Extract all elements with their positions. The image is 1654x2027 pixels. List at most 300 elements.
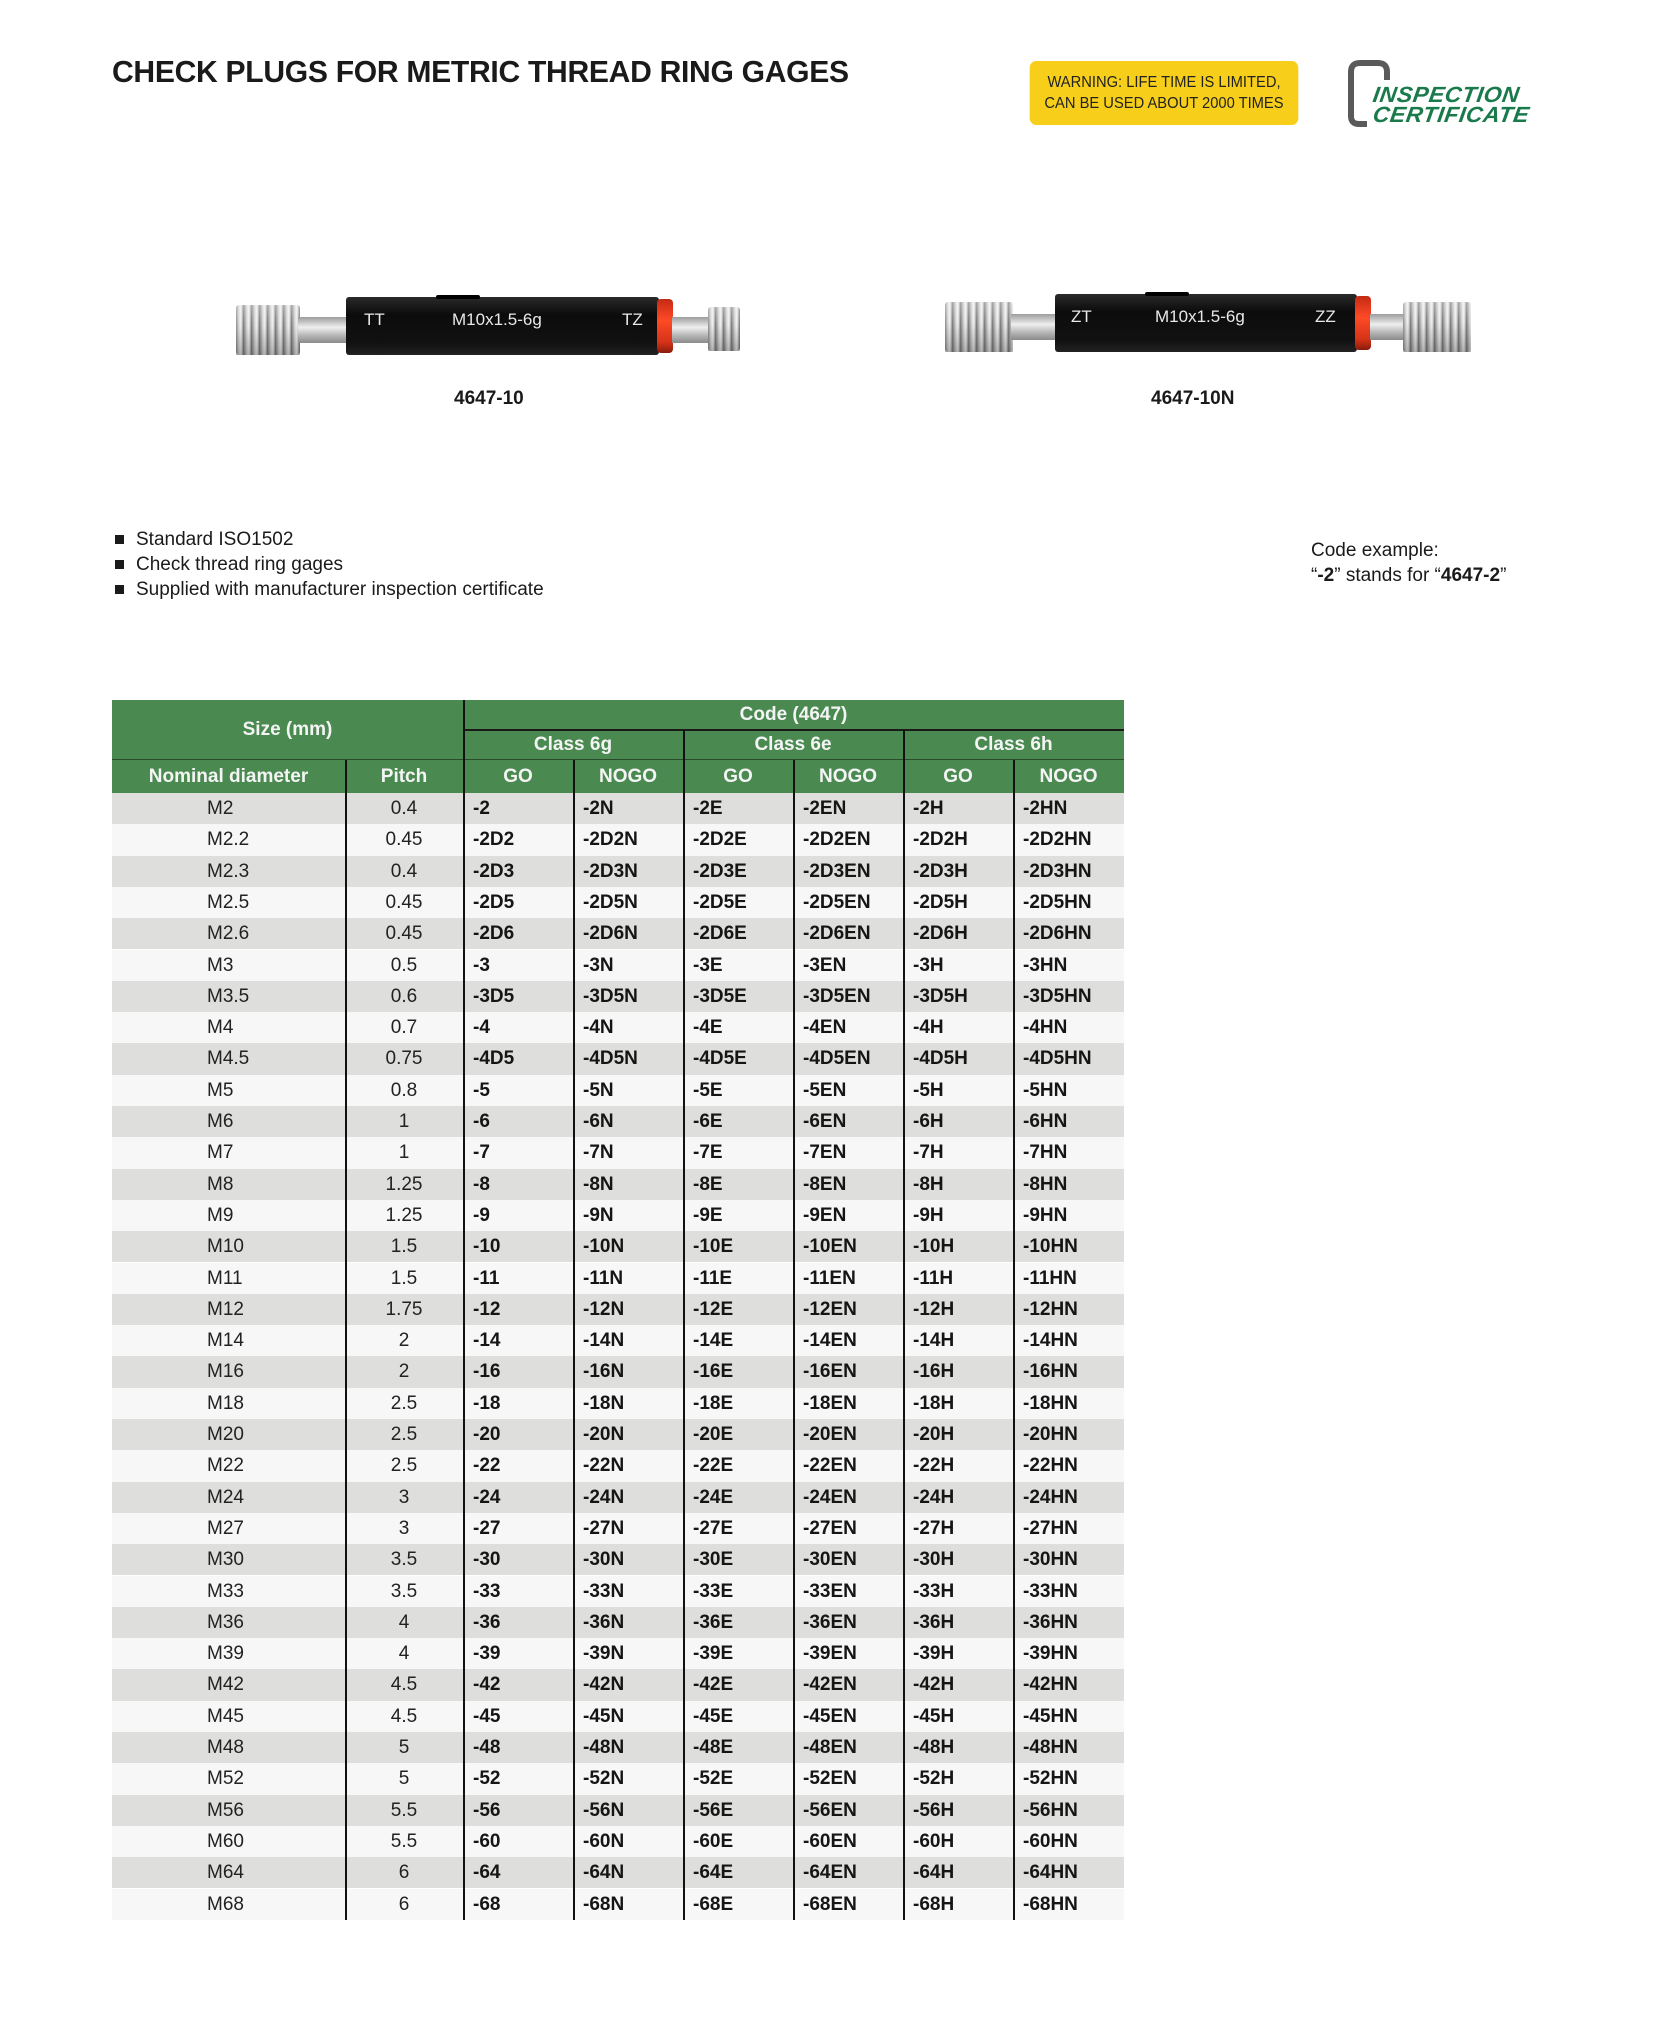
code-6h-nogo-cell: -48HN — [1023, 1737, 1078, 1758]
pitch-cell: 4.5 — [390, 1674, 418, 1696]
warning-line-2: CAN BE USED ABOUT 2000 TIMES — [1044, 95, 1284, 112]
code-6e-go-cell: -7E — [693, 1142, 723, 1164]
bullet-square-icon — [115, 560, 124, 569]
code-6e-go-cell: -2D5E — [693, 891, 747, 913]
code-6h-go-cell: -36H — [913, 1611, 955, 1633]
pitch-cell: 5.5 — [390, 1830, 418, 1852]
code-6h-go-cell: -20H — [913, 1424, 955, 1445]
code-6h-nogo-cell: -5HN — [1023, 1079, 1068, 1101]
column-divider — [345, 760, 347, 1920]
pitch-cell: 0.45 — [385, 923, 423, 945]
code-6g-nogo-cell: -14N — [583, 1330, 625, 1352]
code-6e-nogo-cell: -36EN — [803, 1611, 857, 1633]
code-6e-go-cell: -56E — [693, 1799, 734, 1821]
code-6e-go-cell: -3D5E — [693, 985, 747, 1007]
code-6h-go-cell: -42H — [913, 1674, 955, 1696]
nominal-diameter-cell: M2.3 — [207, 860, 250, 882]
table-row — [112, 1763, 1124, 1794]
page-title: CHECK PLUGS FOR METRIC THREAD RING GAGES — [112, 54, 849, 89]
code-6e-go-cell: -48E — [693, 1737, 734, 1758]
code-6e-nogo-cell: -2EN — [803, 798, 847, 819]
nominal-diameter-cell: M20 — [207, 1424, 244, 1445]
code-6h-go-cell: -68H — [913, 1893, 955, 1915]
code-6h-nogo-cell: -56HN — [1023, 1799, 1078, 1821]
nominal-diameter-cell: M7 — [207, 1142, 234, 1164]
product-code-2: 4647-10N — [1151, 388, 1235, 409]
code-6g-go-cell: -2D5 — [473, 891, 515, 913]
code-6e-go-cell: -2E — [693, 798, 723, 819]
code-6h-go-cell: -11H — [913, 1267, 954, 1289]
gauge-size-mark: M10x1.5-6g — [1155, 307, 1245, 326]
nominal-diameter-cell: M27 — [207, 1517, 244, 1539]
nominal-diameter-cell: M2.6 — [207, 923, 250, 945]
code-example-label: Code example: — [1311, 540, 1439, 561]
code-6e-nogo-cell: -27EN — [803, 1517, 857, 1539]
pitch-cell: 0.8 — [390, 1079, 418, 1101]
feature-text: Standard ISO1502 — [136, 529, 294, 550]
code-6h-nogo-cell: -4HN — [1023, 1017, 1068, 1039]
code-6g-go-cell: -14 — [473, 1330, 501, 1352]
code-6e-nogo-cell: -68EN — [803, 1893, 857, 1915]
gauge-left-mark: ZT — [1071, 307, 1092, 326]
table-row — [112, 918, 1124, 949]
code-6g-go-cell: -48 — [473, 1737, 501, 1758]
code-6g-nogo-cell: -2D6N — [583, 923, 638, 945]
code-6h-go-cell: -8H — [913, 1173, 944, 1195]
code-6g-go-cell: -12 — [473, 1298, 501, 1320]
code-6g-go-cell: -33 — [473, 1580, 501, 1602]
code-6e-nogo-cell: -14EN — [803, 1330, 857, 1352]
code-6e-nogo-cell: -45EN — [803, 1705, 857, 1727]
go-header-6g: GO — [463, 760, 573, 793]
code-6h-go-cell: -12H — [913, 1298, 955, 1320]
code-6h-nogo-cell: -52HN — [1023, 1768, 1078, 1790]
gauge-neck — [1011, 314, 1057, 340]
code-6e-nogo-cell: -2D2EN — [803, 829, 871, 851]
code-6g-nogo-cell: -2D5N — [583, 891, 638, 913]
nominal-diameter-cell: M42 — [207, 1674, 244, 1696]
code-6e-nogo-cell: -4D5EN — [803, 1048, 871, 1070]
code-6e-go-cell: -3E — [693, 954, 723, 976]
nominal-diameter-cell: M9 — [207, 1204, 234, 1226]
code-6h-go-cell: -2D3H — [913, 860, 968, 882]
pitch-cell: 0.6 — [390, 985, 418, 1007]
code-6e-go-cell: -6E — [693, 1111, 723, 1132]
nominal-diameter-cell: M56 — [207, 1799, 244, 1821]
go-thread-end — [945, 302, 1013, 352]
code-6g-nogo-cell: -2D3N — [583, 860, 638, 882]
table-row — [112, 1482, 1124, 1513]
code-6e-nogo-cell: -9EN — [803, 1204, 847, 1226]
pitch-cell: 3 — [398, 1517, 410, 1539]
code-6g-go-cell: -16 — [473, 1361, 501, 1383]
nogo-thread-end — [708, 307, 740, 351]
class-6e-header: Class 6e — [683, 730, 903, 760]
size-header: Size (mm) — [112, 700, 463, 760]
code-6h-nogo-cell: -2HN — [1023, 798, 1068, 819]
nogo-header-6e: NOGO — [793, 760, 903, 793]
code-6g-nogo-cell: -6N — [583, 1111, 614, 1132]
feature-list — [115, 527, 544, 602]
nominal-diameter-cell: M2.2 — [207, 829, 250, 851]
feature-item — [115, 552, 544, 577]
code-6e-nogo-cell: -2D5EN — [803, 891, 871, 913]
nominal-diameter-cell: M45 — [207, 1705, 244, 1727]
code-6g-go-cell: -6 — [473, 1111, 490, 1132]
code-6h-nogo-cell: -30HN — [1023, 1549, 1078, 1571]
pitch-cell: 1.5 — [390, 1236, 418, 1258]
code-6h-go-cell: -52H — [913, 1768, 955, 1790]
code-6g-go-cell: -64 — [473, 1862, 501, 1884]
pitch-cell: 5 — [398, 1768, 410, 1790]
code-6h-go-cell: -2H — [913, 798, 944, 819]
code-6g-go-cell: -42 — [473, 1674, 501, 1696]
code-6g-go-cell: -8 — [473, 1173, 490, 1195]
code-6h-nogo-cell: -6HN — [1023, 1111, 1068, 1132]
code-6h-go-cell: -60H — [913, 1830, 955, 1852]
code-6h-go-cell: -56H — [913, 1799, 955, 1821]
pitch-cell: 2 — [398, 1361, 410, 1383]
code-6h-go-cell: -39H — [913, 1643, 955, 1665]
code-6e-go-cell: -64E — [693, 1862, 734, 1884]
pitch-cell: 4.5 — [390, 1705, 418, 1727]
code-6e-nogo-cell: -52EN — [803, 1768, 857, 1790]
code-6g-nogo-cell: -56N — [583, 1799, 625, 1821]
code-6e-nogo-cell: -22EN — [803, 1455, 857, 1477]
table-row — [112, 1263, 1124, 1294]
code-6e-go-cell: -18E — [693, 1392, 734, 1414]
stands-for-text: ” stands for “ — [1334, 565, 1441, 586]
nominal-diameter-cell: M5 — [207, 1079, 234, 1101]
gauge-handle — [1055, 294, 1357, 352]
table-row — [112, 1576, 1124, 1607]
pitch-cell: 6 — [398, 1862, 410, 1884]
pitch-cell: 2.5 — [390, 1392, 418, 1414]
code-6h-nogo-cell: -3HN — [1023, 954, 1068, 976]
nominal-diameter-cell: M11 — [207, 1267, 243, 1289]
nogo-thread-end — [1403, 302, 1471, 352]
code-6g-go-cell: -24 — [473, 1486, 501, 1508]
pitch-cell: 0.75 — [385, 1048, 423, 1070]
code-6g-nogo-cell: -68N — [583, 1893, 625, 1915]
code-6h-go-cell: -4D5H — [913, 1048, 968, 1070]
code-6g-go-cell: -30 — [473, 1549, 501, 1571]
code-6h-go-cell: -2D2H — [913, 829, 968, 851]
code-6g-go-cell: -2D3 — [473, 860, 515, 882]
pitch-cell: 0.7 — [390, 1017, 418, 1039]
table-row — [112, 793, 1124, 824]
warning-line-1: WARNING: LIFE TIME IS LIMITED, — [1047, 74, 1281, 91]
code-6h-nogo-cell: -60HN — [1023, 1830, 1078, 1852]
code-6e-go-cell: -24E — [693, 1486, 734, 1508]
code-6g-go-cell: -4D5 — [473, 1048, 515, 1070]
nominal-diameter-cell: M30 — [207, 1549, 244, 1571]
code-6e-go-cell: -27E — [693, 1517, 734, 1539]
code-6e-go-cell: -68E — [693, 1893, 734, 1915]
code-6e-go-cell: -39E — [693, 1643, 734, 1665]
pitch-cell: 4 — [398, 1643, 410, 1665]
code-6g-go-cell: -56 — [473, 1799, 501, 1821]
code-6h-nogo-cell: -9HN — [1023, 1204, 1068, 1226]
code-6e-go-cell: -2D6E — [693, 923, 747, 945]
column-divider — [463, 700, 465, 1920]
code-6g-nogo-cell: -20N — [583, 1424, 625, 1445]
code-6h-go-cell: -3H — [913, 954, 944, 976]
code-6e-nogo-cell: -6EN — [803, 1111, 847, 1132]
code-6e-nogo-cell: -30EN — [803, 1549, 857, 1571]
inspection-certificate-logo — [1345, 58, 1555, 130]
table-row — [112, 1638, 1124, 1669]
code-6g-go-cell: -2D6 — [473, 923, 515, 945]
table-row — [112, 1419, 1124, 1450]
code-6g-go-cell: -10 — [473, 1236, 501, 1258]
code-6g-nogo-cell: -4N — [583, 1017, 614, 1039]
code-6g-nogo-cell: -12N — [583, 1298, 625, 1320]
pitch-cell: 2.5 — [390, 1455, 418, 1477]
code-6h-nogo-cell: -12HN — [1023, 1298, 1078, 1320]
table-row — [112, 1544, 1124, 1575]
header-divider — [112, 759, 1124, 760]
code-6g-go-cell: -45 — [473, 1705, 501, 1727]
table-row — [112, 824, 1124, 855]
code-6h-go-cell: -48H — [913, 1737, 955, 1758]
table-row — [112, 1231, 1124, 1262]
code-6e-go-cell: -10E — [693, 1236, 734, 1258]
table-row — [112, 1388, 1124, 1419]
nominal-diameter-cell: M18 — [207, 1392, 244, 1414]
table-row — [112, 1607, 1124, 1638]
code-6e-nogo-cell: -8EN — [803, 1173, 847, 1195]
code-6e-nogo-cell: -10EN — [803, 1236, 857, 1258]
bullet-square-icon — [115, 585, 124, 594]
code-6h-nogo-cell: -2D6HN — [1023, 923, 1092, 945]
code-6g-nogo-cell: -2D2N — [583, 829, 638, 851]
code-6e-go-cell: -2D2E — [693, 829, 747, 851]
gauge-handle — [346, 297, 659, 355]
code-6g-go-cell: -27 — [473, 1517, 501, 1539]
nominal-diameter-cell: M52 — [207, 1768, 244, 1790]
code-6g-go-cell: -22 — [473, 1455, 501, 1477]
nominal-diameter-cell: M12 — [207, 1298, 244, 1320]
code-6e-go-cell: -33E — [693, 1580, 734, 1602]
pitch-cell: 0.45 — [385, 829, 423, 851]
code-6h-go-cell: -30H — [913, 1549, 955, 1571]
product-image-gauge-2 — [945, 290, 1475, 360]
code-6h-go-cell: -22H — [913, 1455, 955, 1477]
code-6h-nogo-cell: -8HN — [1023, 1173, 1068, 1195]
table-row — [112, 1701, 1124, 1732]
code-6h-go-cell: -9H — [913, 1204, 944, 1226]
code-6e-go-cell: -9E — [693, 1204, 723, 1226]
code-6h-nogo-cell: -20HN — [1023, 1424, 1078, 1445]
code-6e-go-cell: -42E — [693, 1674, 734, 1696]
code-6g-go-cell: -52 — [473, 1768, 501, 1790]
code-6e-nogo-cell: -7EN — [803, 1142, 847, 1164]
nominal-diameter-cell: M3.5 — [207, 985, 250, 1007]
column-divider — [903, 730, 905, 1920]
code-6h-nogo-cell: -10HN — [1023, 1236, 1078, 1258]
table-row — [112, 887, 1124, 918]
code-6g-go-cell: -2D2 — [473, 829, 515, 851]
nogo-red-ring — [657, 299, 673, 353]
code-6g-go-cell: -60 — [473, 1830, 501, 1852]
pitch-cell: 3.5 — [390, 1580, 418, 1602]
code-6e-nogo-cell: -24EN — [803, 1486, 857, 1508]
code-6h-go-cell: -18H — [913, 1392, 955, 1414]
code-6g-go-cell: -3D5 — [473, 985, 515, 1007]
code-6e-go-cell: -22E — [693, 1455, 734, 1477]
table-row — [112, 1075, 1124, 1106]
go-header-6h: GO — [903, 760, 1013, 793]
code-6e-nogo-cell: -39EN — [803, 1643, 857, 1665]
column-divider — [793, 760, 795, 1920]
code-6g-nogo-cell: -11N — [583, 1267, 624, 1289]
code-6h-go-cell: -14H — [913, 1330, 955, 1352]
nominal-diameter-cell: M33 — [207, 1580, 244, 1602]
nominal-diameter-cell: M22 — [207, 1455, 244, 1477]
pitch-cell: 0.45 — [385, 891, 423, 913]
code-6g-nogo-cell: -48N — [583, 1737, 625, 1758]
nogo-red-ring — [1355, 296, 1371, 350]
code-6g-nogo-cell: -9N — [583, 1204, 614, 1226]
code-6g-nogo-cell: -24N — [583, 1486, 625, 1508]
nominal-diameter-cell: M3 — [207, 954, 234, 976]
feature-text: Supplied with manufacturer inspection certificate — [136, 579, 544, 600]
code-6g-nogo-cell: -64N — [583, 1862, 625, 1884]
code-6h-nogo-cell: -36HN — [1023, 1611, 1078, 1633]
code-6h-nogo-cell: -18HN — [1023, 1392, 1078, 1414]
code-6h-nogo-cell: -68HN — [1023, 1893, 1078, 1915]
code-6e-go-cell: -4E — [693, 1017, 723, 1039]
code-6g-nogo-cell: -36N — [583, 1611, 625, 1633]
feature-text: Check thread ring gages — [136, 554, 344, 575]
code-6e-go-cell: -5E — [693, 1079, 723, 1101]
code-6e-go-cell: -2D3E — [693, 860, 747, 882]
code-6h-go-cell: -5H — [913, 1079, 944, 1101]
feature-item — [115, 577, 544, 602]
gauge-neck — [672, 317, 712, 343]
pitch-cell: 1.75 — [385, 1298, 423, 1320]
pitch-cell: 3 — [398, 1486, 410, 1508]
code-6g-nogo-cell: -10N — [583, 1236, 625, 1258]
code-6h-nogo-cell: -14HN — [1023, 1330, 1078, 1352]
code-6e-go-cell: -11E — [693, 1267, 733, 1289]
code-6h-nogo-cell: -33HN — [1023, 1580, 1078, 1602]
code-header: Code (4647) — [463, 700, 1124, 730]
code-6g-nogo-cell: -5N — [583, 1079, 614, 1101]
code-6h-go-cell: -3D5H — [913, 985, 968, 1007]
code-6h-go-cell: -2D5H — [913, 891, 968, 913]
code-6g-go-cell: -7 — [473, 1142, 490, 1164]
table-row — [112, 1356, 1124, 1387]
nominal-diameter-header: Nominal diameter — [112, 760, 345, 793]
code-6h-go-cell: -16H — [913, 1361, 955, 1383]
code-6e-go-cell: -30E — [693, 1549, 734, 1571]
feature-item — [115, 527, 544, 552]
full-code: 4647-2 — [1440, 565, 1501, 586]
column-divider — [1013, 760, 1015, 1920]
code-6g-go-cell: -5 — [473, 1079, 490, 1101]
pitch-cell: 4 — [398, 1611, 410, 1633]
nominal-diameter-cell: M10 — [207, 1236, 244, 1258]
quote-open: “ — [1311, 565, 1318, 586]
code-6h-nogo-cell: -39HN — [1023, 1643, 1078, 1665]
pitch-cell: 0.4 — [390, 860, 418, 882]
nominal-diameter-cell: M4.5 — [207, 1048, 250, 1070]
nominal-diameter-cell: M68 — [207, 1893, 244, 1915]
code-6g-go-cell: -39 — [473, 1643, 501, 1665]
gauge-neck — [298, 317, 348, 343]
nogo-header-6g: NOGO — [573, 760, 683, 793]
table-row — [112, 1450, 1124, 1481]
table-row — [112, 1325, 1124, 1356]
pitch-header: Pitch — [345, 760, 463, 793]
table-row — [112, 1857, 1124, 1888]
code-6h-go-cell: -24H — [913, 1486, 955, 1508]
code-6h-nogo-cell: -42HN — [1023, 1674, 1078, 1696]
code-6e-nogo-cell: -18EN — [803, 1392, 857, 1414]
code-6e-go-cell: -20E — [693, 1424, 734, 1445]
code-6e-nogo-cell: -60EN — [803, 1830, 857, 1852]
nominal-diameter-cell: M14 — [207, 1330, 244, 1352]
table-row — [112, 1137, 1124, 1168]
code-6h-nogo-cell: -45HN — [1023, 1705, 1078, 1727]
code-6g-go-cell: -20 — [473, 1424, 501, 1445]
code-6e-go-cell: -36E — [693, 1611, 734, 1633]
code-6e-nogo-cell: -33EN — [803, 1580, 857, 1602]
code-6h-go-cell: -45H — [913, 1705, 955, 1727]
table-row — [112, 1200, 1124, 1231]
code-6g-nogo-cell: -4D5N — [583, 1048, 638, 1070]
nominal-diameter-cell: M39 — [207, 1643, 244, 1665]
certificate-line-1: INSPECTION — [1371, 82, 1522, 107]
pitch-cell: 1 — [398, 1142, 410, 1164]
code-6g-nogo-cell: -60N — [583, 1830, 625, 1852]
handle-notch — [1145, 292, 1189, 296]
code-6h-nogo-cell: -27HN — [1023, 1517, 1078, 1539]
code-6g-nogo-cell: -30N — [583, 1549, 625, 1571]
pitch-cell: 2 — [398, 1330, 410, 1352]
nominal-diameter-cell: M2.5 — [207, 891, 250, 913]
code-example — [1311, 538, 1506, 588]
code-6e-nogo-cell: -42EN — [803, 1674, 857, 1696]
nominal-diameter-cell: M60 — [207, 1830, 244, 1852]
code-6h-go-cell: -10H — [913, 1236, 955, 1258]
code-6e-go-cell: -8E — [693, 1173, 723, 1195]
code-6g-nogo-cell: -33N — [583, 1580, 625, 1602]
code-6h-go-cell: -6H — [913, 1111, 944, 1132]
code-6e-nogo-cell: -3D5EN — [803, 985, 871, 1007]
table-row — [112, 1826, 1124, 1857]
code-6g-go-cell: -36 — [473, 1611, 501, 1633]
gauge-left-mark: TT — [364, 310, 385, 329]
nogo-header-6h: NOGO — [1013, 760, 1124, 793]
code-6e-go-cell: -45E — [693, 1705, 734, 1727]
table-row — [112, 1169, 1124, 1200]
bullet-square-icon — [115, 535, 124, 544]
code-6g-nogo-cell: -3N — [583, 954, 614, 976]
product-code-1: 4647-10 — [454, 388, 524, 409]
code-6g-go-cell: -9 — [473, 1204, 490, 1226]
column-divider — [573, 760, 575, 1920]
code-6g-nogo-cell: -16N — [583, 1361, 625, 1383]
code-6g-nogo-cell: -18N — [583, 1392, 625, 1414]
pitch-cell: 5 — [398, 1737, 410, 1758]
table-row — [112, 1889, 1124, 1920]
table-row — [112, 1106, 1124, 1137]
pitch-cell: 5.5 — [390, 1799, 418, 1821]
code-6g-nogo-cell: -8N — [583, 1173, 614, 1195]
